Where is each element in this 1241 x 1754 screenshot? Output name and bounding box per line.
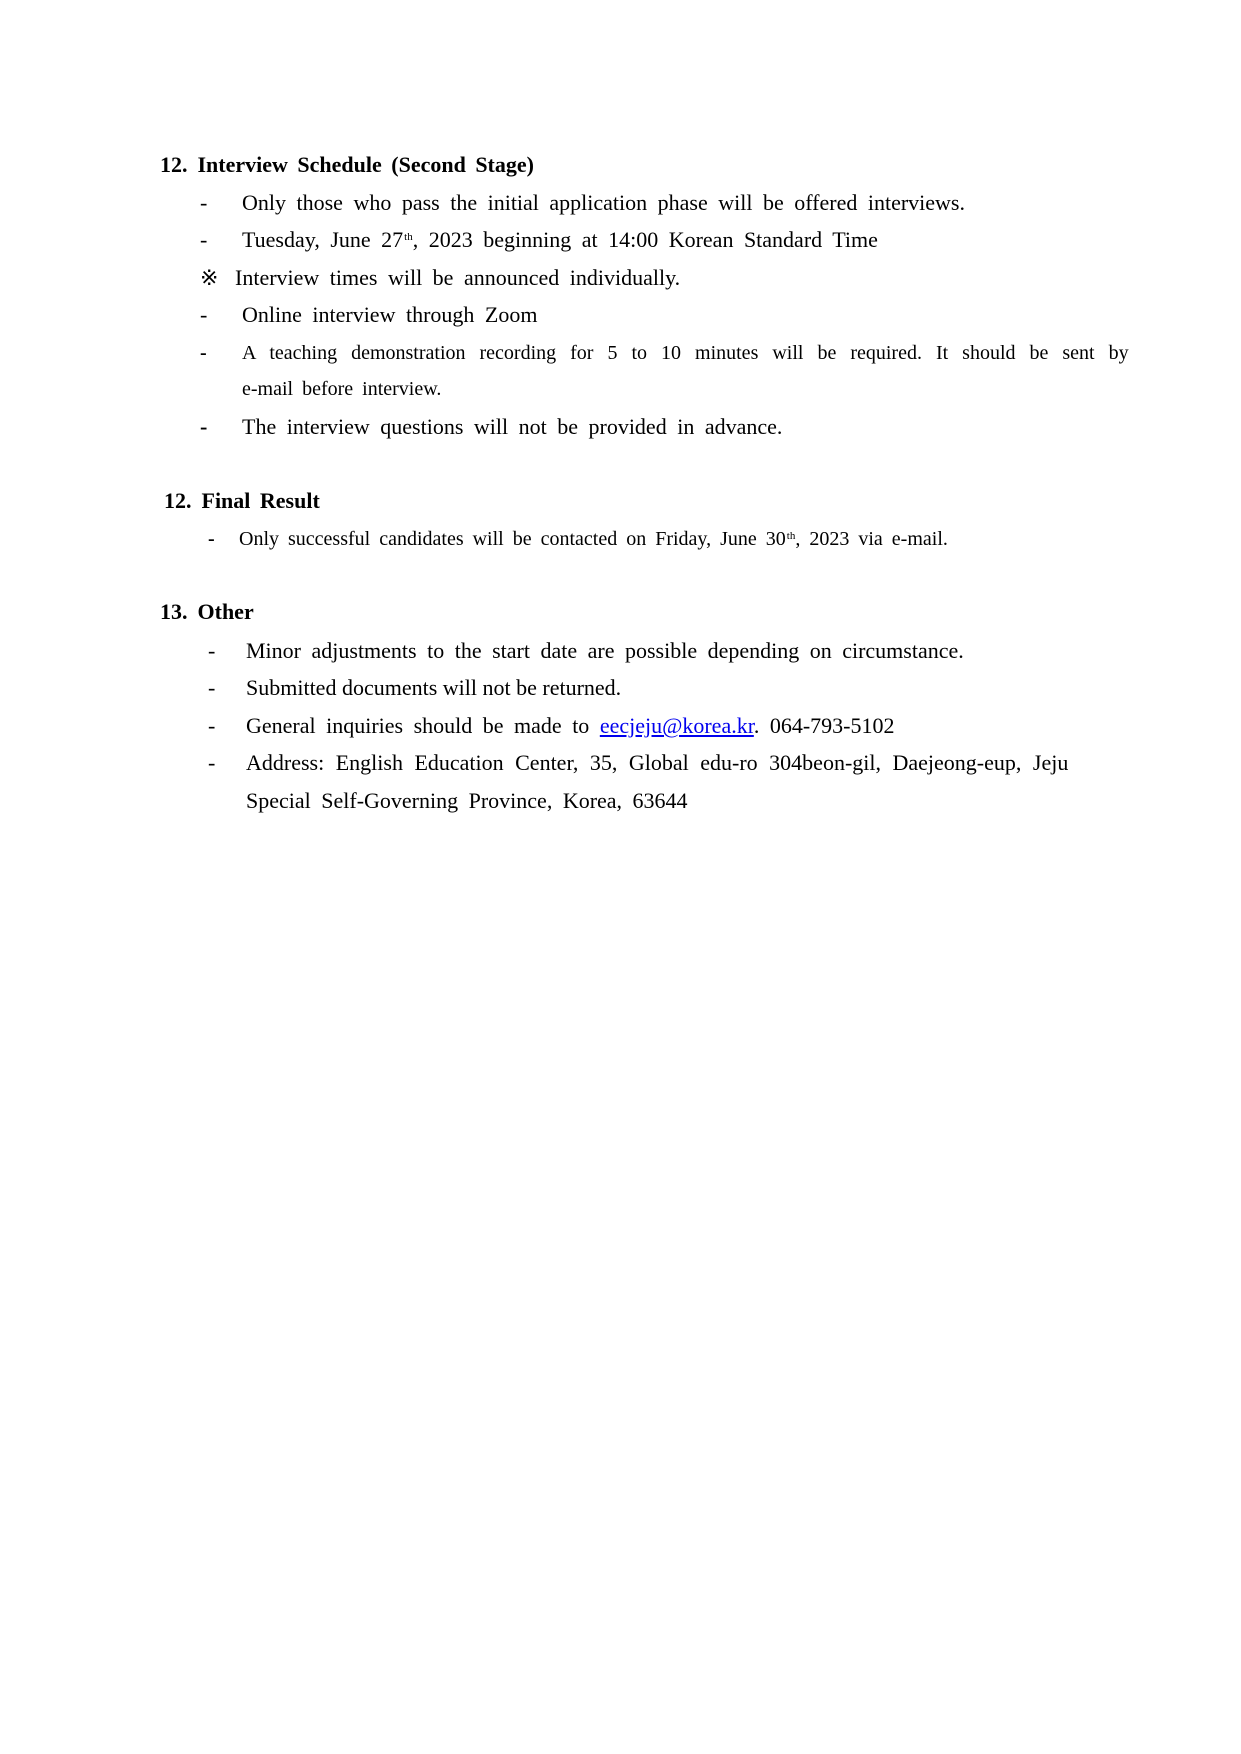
section-title: Other [197, 599, 254, 624]
section-title: Final Result [201, 488, 320, 513]
bullet-dash: - [208, 713, 216, 738]
bullet-dash: - [208, 528, 215, 550]
email-link[interactable]: eecjeju@korea.kr [599, 713, 754, 738]
reference-mark-icon: ※ [200, 265, 219, 290]
section-title: Interview Schedule (Second Stage) [197, 152, 534, 177]
bullet-dash: - [208, 675, 216, 700]
section-number: 13. [160, 599, 188, 624]
bullet-dash: - [200, 227, 208, 252]
list-item-continuation: e-mail before interview. [242, 378, 442, 400]
bullet-dash: - [200, 190, 208, 215]
list-item-text: General inquiries should be made to eecjeju@korea.kr. 064-793-5102 [246, 713, 895, 738]
list-item-text: Only successful candidates will be contacted on Friday, June 30th, 2023 via e-mail. [239, 528, 948, 550]
bullet-dash: - [208, 750, 216, 775]
bullet-dash: - [200, 342, 207, 364]
list-item-text: Address: English Education Center, 35, Global edu-ro 304beon-gil, Daejeong-eup, Jeju [246, 750, 1069, 775]
section-heading-interview [160, 150, 534, 180]
bullet-dash: - [200, 302, 208, 327]
note-text: Interview times will be announced individually. [235, 265, 681, 290]
section-heading-final-result [164, 486, 320, 516]
section-heading-other [160, 597, 254, 627]
list-item-text: Minor adjustments to the start date are possible depending on circumstance. [246, 638, 964, 663]
section-number: 12. [164, 488, 192, 513]
list-item-text: Online interview through Zoom [242, 302, 538, 327]
bullet-dash: - [200, 414, 208, 439]
list-item-text: Submitted documents will not be returned. [246, 675, 622, 700]
list-item-text: Only those who pass the initial application phase will be offered interviews. [242, 190, 965, 215]
list-item-text: Tuesday, June 27th, 2023 beginning at 14:00 Korean Standard Time [242, 227, 878, 252]
list-item-text: A teaching demonstration recording for 5 to 10 minutes will be required. It should be sent by [242, 342, 1129, 364]
list-item-continuation: Special Self-Governing Province, Korea, 63644 [246, 788, 688, 813]
section-number: 12. [160, 152, 188, 177]
bullet-dash: - [208, 638, 216, 663]
list-item-text: The interview questions will not be provided in advance. [242, 414, 783, 439]
